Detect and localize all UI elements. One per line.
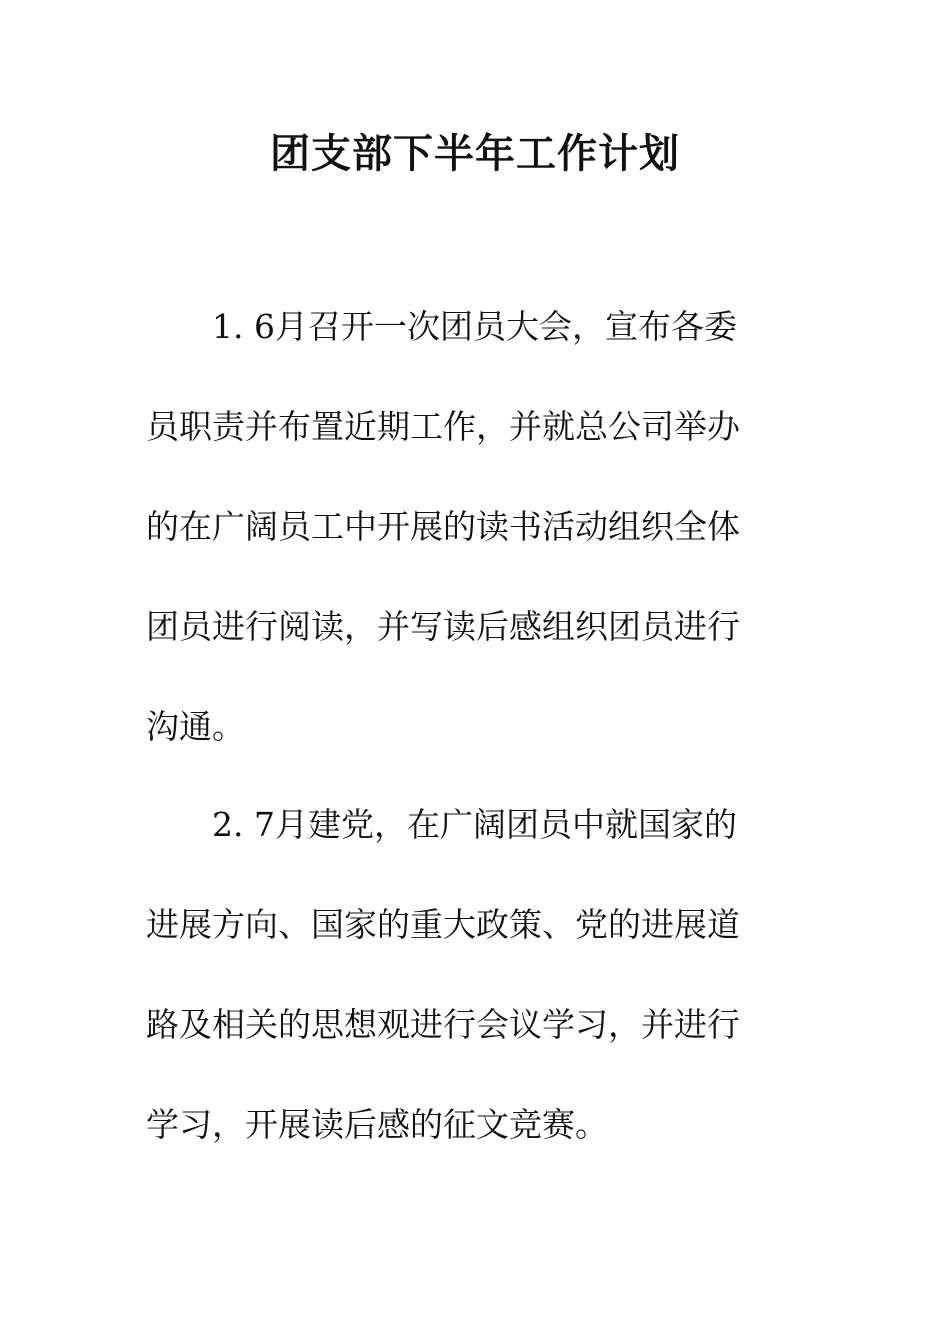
paragraph-line: 路及相关的思想观进行会议学习，并进行 (146, 1005, 740, 1044)
paragraph-line: 2. 7月建党，在广阔团员中就国家的 (212, 805, 737, 844)
paragraph-2 (146, 775, 796, 1175)
paragraph-line: 的在广阔员工中开展的读书活动组织全体 (146, 507, 740, 546)
paragraph-line: 进展方向、国家的重大政策、党的进展道 (146, 905, 740, 944)
paragraph-line: 团员进行阅读，并写读后感组织团员进行 (146, 607, 740, 646)
paragraph-1 (146, 277, 796, 777)
paragraph-line: 学习，开展读后感的征文竞赛。 (146, 1105, 608, 1144)
page-title: 团支部下半年工作计划 (270, 130, 680, 177)
paragraph-line: 1. 6月召开一次团员大会，宣布各委 (212, 307, 737, 346)
paragraph-line: 沟通。 (146, 707, 245, 746)
paragraph-line: 员职责并布置近期工作，并就总公司举办 (146, 407, 740, 446)
